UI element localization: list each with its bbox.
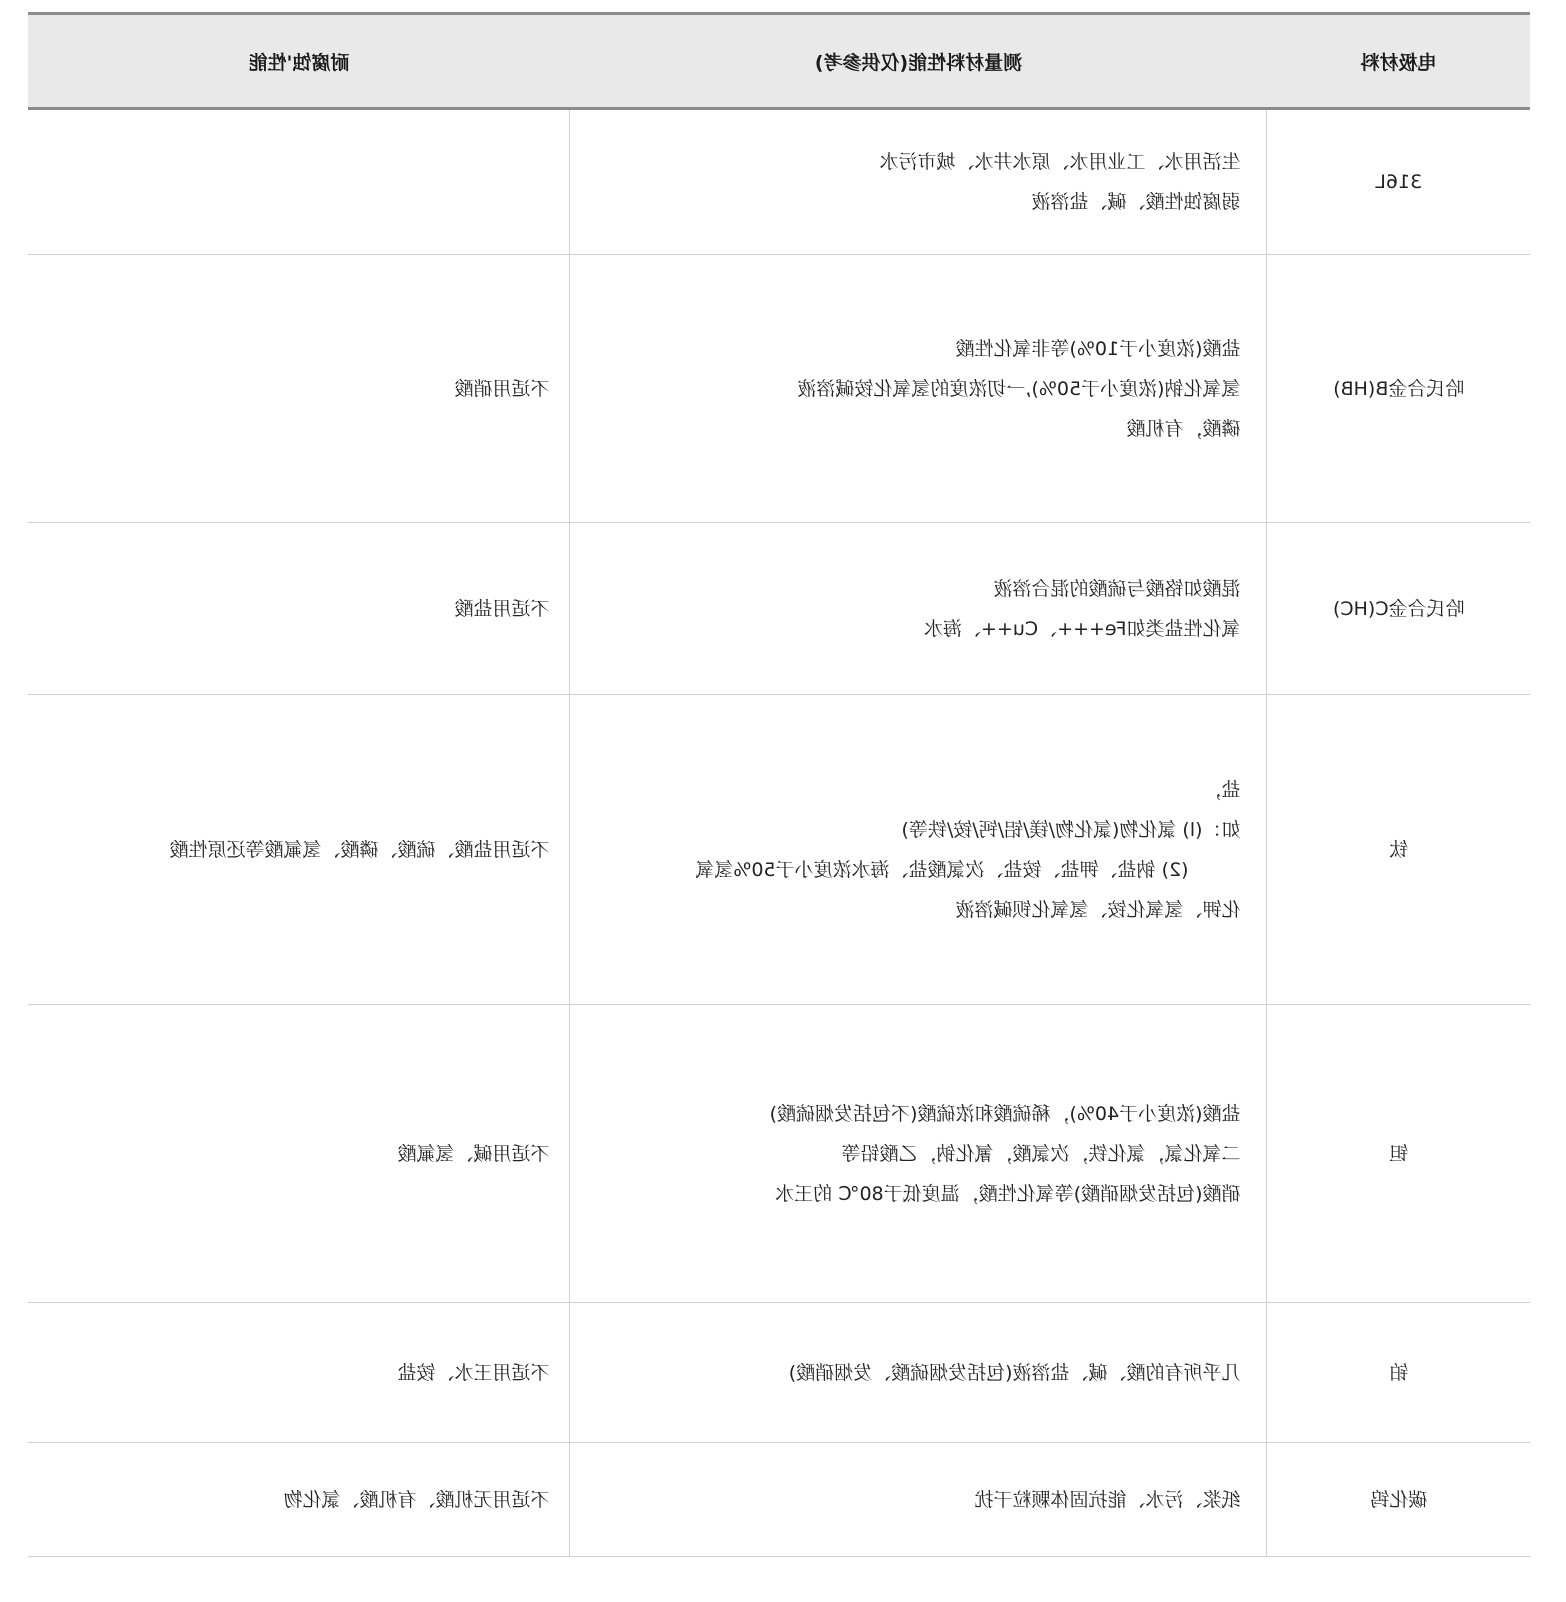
properties-cell xyxy=(570,255,1267,523)
material-cell: 哈氏合金C(HC) xyxy=(1267,523,1530,695)
material-cell: 碳化钨 xyxy=(1267,1443,1530,1557)
property-line: 纸浆、污水、能抗固体颗粒干扰 xyxy=(974,1488,1241,1511)
resistance-cell: 不适用盐酸、硫酸、磷酸、氢氟酸等还原性酸 xyxy=(28,695,570,1005)
electrode-material-table xyxy=(28,12,1530,1557)
property-line: 氢氧化钠(浓度小于50%),一切浓度的氢氧化铵碱溶液 xyxy=(797,377,1241,400)
property-line: 弱腐蚀性酸、碱、盐溶液 xyxy=(1031,191,1241,213)
property-line: 如：(l) 氯化物(氯化物/镁/铝/钙/铵/铁等) xyxy=(901,818,1241,841)
property-line: 二氧化氯，氯化铁，次氯酸，氰化钠，乙酸铅等 xyxy=(841,1142,1241,1165)
table-row xyxy=(28,523,1530,695)
resistance-cell xyxy=(28,109,570,255)
property-line: 混酸如铬酸与硫酸的混合溶液 xyxy=(993,577,1241,600)
property-line: 盐酸(浓度小于40%)，稀硫酸和浓硫酸(不包括发烟硫酸) xyxy=(769,1102,1241,1125)
table-row xyxy=(28,695,1530,1005)
table-row xyxy=(28,1303,1530,1443)
table-header-row xyxy=(28,14,1530,109)
material-cell: 钽 xyxy=(1267,1005,1530,1303)
table-row xyxy=(28,1005,1530,1303)
properties-cell xyxy=(570,1443,1267,1557)
property-line: 化钾、氢氧化铵、氢氧化钡碱溶液 xyxy=(955,898,1241,921)
property-line: 氧化性盐类如Fe+++、Cu++、海水 xyxy=(924,617,1241,640)
property-line: 生活用水、工业用水、原水井水、城市污水 xyxy=(879,151,1241,173)
header-properties: 测量材料性能(仅供参考) xyxy=(570,14,1267,109)
properties-cell xyxy=(570,523,1267,695)
table-row xyxy=(28,255,1530,523)
header-material: 电极材料 xyxy=(1267,14,1530,109)
property-line: 磷酸，有机酸 xyxy=(1126,417,1241,440)
property-line: 盐， xyxy=(1202,778,1241,801)
property-line: 几乎所有的酸、碱、盐溶液(包括发烟硫酸、发烟硝酸) xyxy=(788,1361,1241,1384)
table-row xyxy=(28,109,1530,255)
resistance-cell: 不适用王水、铵盐 xyxy=(28,1303,570,1443)
properties-cell xyxy=(570,109,1267,255)
resistance-cell: 不适用盐酸 xyxy=(28,523,570,695)
resistance-cell: 不适用碱、氢氟酸 xyxy=(28,1005,570,1303)
material-cell: 哈氏合金B(HB) xyxy=(1267,255,1530,523)
properties-cell xyxy=(570,1005,1267,1303)
property-line: (2) 钠盐、钾盐、铵盐、次氯酸盐、海水浓度小于50%氢氧 xyxy=(695,858,1189,881)
material-cell: 钛 xyxy=(1267,695,1530,1005)
properties-cell xyxy=(570,1303,1267,1443)
material-cell: 铂 xyxy=(1267,1303,1530,1443)
property-line: 硝酸(包括发烟硝酸)等氧化性酸，温度低于80℃ 的王水 xyxy=(775,1182,1241,1205)
material-cell: 316L xyxy=(1267,109,1530,255)
header-resistance: 耐腐蚀'性能 xyxy=(28,14,570,109)
resistance-cell: 不适用无机酸、有机酸、氯化物 xyxy=(28,1443,570,1557)
table-row xyxy=(28,1443,1530,1557)
properties-cell xyxy=(570,695,1267,1005)
resistance-cell: 不适用硝酸 xyxy=(28,255,570,523)
property-line: 盐酸(浓度小于10%)等非氧化性酸 xyxy=(955,337,1241,360)
